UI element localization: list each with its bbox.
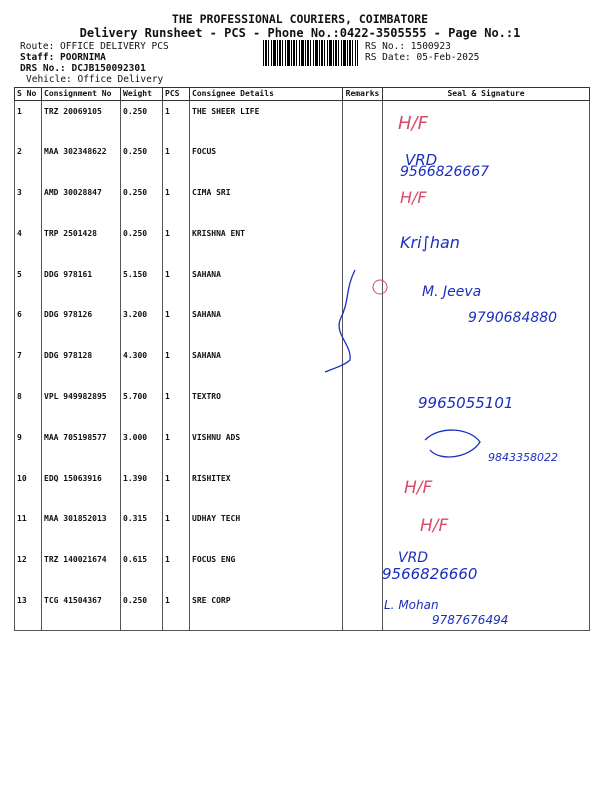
- cell-weight: 4.300: [121, 345, 163, 386]
- cell-weight: 5.700: [121, 386, 163, 427]
- header-signature: Seal & Signature: [383, 88, 590, 101]
- cell-consignee: KRISHNA ENT: [190, 223, 343, 264]
- cell-consignee: RISHITEX: [190, 468, 343, 509]
- cell-pcs: 1: [163, 468, 190, 509]
- cell-sno: 12: [15, 549, 42, 590]
- signature-row-10: H/F: [404, 478, 433, 498]
- signature-loop: [425, 430, 480, 457]
- cell-sno: 1: [15, 101, 42, 142]
- cell-pcs: 1: [163, 182, 190, 223]
- cell-weight: 3.000: [121, 427, 163, 468]
- cell-weight: 5.150: [121, 264, 163, 305]
- cell-sno: 6: [15, 304, 42, 345]
- cell-pcs: 1: [163, 549, 190, 590]
- cell-sno: 4: [15, 223, 42, 264]
- bracket-stroke: [325, 270, 355, 372]
- cell-consignment-no: DDG 978161: [42, 264, 121, 305]
- cell-consignment-no: MAA 705198577: [42, 427, 121, 468]
- signature-row-9: 9843358022: [488, 451, 558, 464]
- cell-consignment-no: DDG 978126: [42, 304, 121, 345]
- cell-weight: 0.250: [121, 223, 163, 264]
- cell-pcs: 1: [163, 264, 190, 305]
- cell-sno: 11: [15, 508, 42, 549]
- runsheet-subtitle: Delivery Runsheet - PCS - Phone No.:0422-3505555 - Page No.:1: [79, 26, 521, 40]
- cell-consignment-no: AMD 30028847: [42, 182, 121, 223]
- signature-row-11: H/F: [420, 516, 449, 536]
- cell-pcs: 1: [163, 304, 190, 345]
- cell-sno: 13: [15, 590, 42, 631]
- cell-consignee: FOCUS ENG: [190, 549, 343, 590]
- signature-row-2-phone: 9566826667: [400, 164, 490, 180]
- cell-consignment-no: TRZ 20069105: [42, 101, 121, 142]
- cell-consignment-no: DDG 978128: [42, 345, 121, 386]
- cell-weight: 1.390: [121, 468, 163, 509]
- header-weight: Weight: [121, 88, 163, 101]
- cell-weight: 0.315: [121, 508, 163, 549]
- stamp-circle: [373, 280, 387, 294]
- cell-weight: 0.615: [121, 549, 163, 590]
- cell-pcs: 1: [163, 101, 190, 142]
- cell-consignment-no: TCG 41504367: [42, 590, 121, 631]
- cell-sno: 5: [15, 264, 42, 305]
- cell-consignee: VISHNU ADS: [190, 427, 343, 468]
- cell-consignee: SAHANA: [190, 345, 343, 386]
- cell-sno: 7: [15, 345, 42, 386]
- route-info: Route: OFFICE DELIVERY PCS: [20, 41, 169, 52]
- header-consignee: Consignee Details: [190, 88, 343, 101]
- signature-row-5-phone: 9790684880: [468, 310, 558, 326]
- cell-consignment-no: TRZ 140021674: [42, 549, 121, 590]
- cell-weight: 0.250: [121, 101, 163, 142]
- rs-date: RS Date: 05-Feb-2025: [365, 52, 480, 63]
- cell-consignment-no: MAA 302348622: [42, 141, 121, 182]
- cell-sno: 3: [15, 182, 42, 223]
- signature-row-4: Kri∫han: [400, 233, 460, 252]
- cell-pcs: 1: [163, 508, 190, 549]
- drs-number: DRS No.: DCJB150092301: [20, 63, 146, 74]
- signature-row-3: H/F: [400, 188, 427, 207]
- cell-pcs: 1: [163, 223, 190, 264]
- cell-pcs: 1: [163, 345, 190, 386]
- vehicle-info: Vehicle: Office Delivery: [26, 74, 164, 85]
- cell-weight: 0.250: [121, 182, 163, 223]
- cell-consignee: UDHAY TECH: [190, 508, 343, 549]
- staff-info: Staff: POORNIMA: [20, 52, 106, 63]
- cell-weight: 0.250: [121, 141, 163, 182]
- cell-sno: 8: [15, 386, 42, 427]
- cell-consignee: SAHANA: [190, 304, 343, 345]
- signature-row-5-name: M. Jeeva: [422, 284, 482, 300]
- rs-number: RS No.: 1500923: [365, 41, 451, 52]
- cell-pcs: 1: [163, 427, 190, 468]
- cell-pcs: 1: [163, 386, 190, 427]
- cell-consignment-no: TRP 2501428: [42, 223, 121, 264]
- header-consignment: Consignment No: [42, 88, 121, 101]
- cell-consignment-no: EDQ 15063916: [42, 468, 121, 509]
- header-remarks: Remarks: [343, 88, 383, 101]
- company-title: THE PROFESSIONAL COURIERS, COIMBATORE: [171, 12, 429, 26]
- cell-consignee: THE SHEER LIFE: [190, 101, 343, 142]
- cell-pcs: 1: [163, 141, 190, 182]
- signature-row-8: 9965055101: [418, 394, 514, 412]
- cell-weight: 0.250: [121, 590, 163, 631]
- signature-row-12-mark: VRD: [398, 550, 429, 566]
- cell-consignee: CIMA SRI: [190, 182, 343, 223]
- cell-consignee: SAHANA: [190, 264, 343, 305]
- cell-consignment-no: VPL 949982895: [42, 386, 121, 427]
- cell-consignee: SRE CORP: [190, 590, 343, 631]
- cell-consignee: TEXTRO: [190, 386, 343, 427]
- cell-sno: 2: [15, 141, 42, 182]
- signature-row-13-name: L. Mohan: [384, 598, 439, 612]
- header-pcs: PCS: [163, 88, 190, 101]
- signature-row-13-phone: 9787676494: [432, 613, 509, 627]
- cell-pcs: 1: [163, 590, 190, 631]
- cell-weight: 3.200: [121, 304, 163, 345]
- cell-consignment-no: MAA 301852013: [42, 508, 121, 549]
- cell-sno: 10: [15, 468, 42, 509]
- cell-sno: 9: [15, 427, 42, 468]
- header-sno: S No: [15, 88, 42, 101]
- signature-row-12-phone: 9566826660: [382, 565, 478, 583]
- cell-consignee: FOCUS: [190, 141, 343, 182]
- signature-row-1: H/F: [398, 113, 428, 134]
- signature-row-2-mark: VRD: [405, 151, 438, 169]
